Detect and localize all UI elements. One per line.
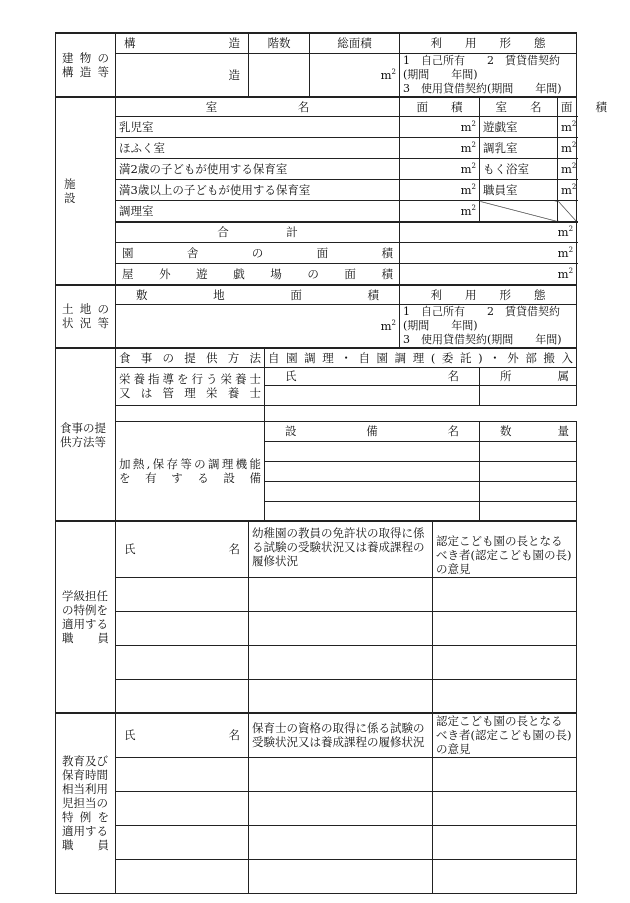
staff-qualification-field[interactable] [249, 791, 433, 825]
staff-qualification-field[interactable] [249, 859, 433, 893]
spacer-row [265, 405, 577, 421]
site-area-header: 敷 地 面 積 [116, 285, 400, 305]
meal-method-options[interactable]: 自園調理・自園調理(委託)・外部搬入 [265, 348, 577, 367]
teacher-name-field[interactable] [116, 645, 249, 679]
outdoor-play-area-label: 屋 外 遊 戯 場 の 面 積 [116, 264, 400, 285]
equipment-name-field[interactable] [265, 501, 480, 521]
school-building-area-label: 園 舎 の 面 積 [116, 243, 400, 264]
staff-opinion-field[interactable] [433, 825, 577, 859]
teacher-license-field[interactable] [249, 611, 433, 645]
staff-name-field[interactable] [116, 791, 249, 825]
application-form [55, 32, 607, 894]
nutritionist-affiliation-header: 所 属 [480, 367, 577, 385]
school-building-area-field[interactable]: $m^2$ [400, 243, 577, 264]
room-name-2: もく浴室 [480, 159, 558, 180]
equipment-name-field[interactable] [265, 441, 480, 461]
room-name: 満3歳以上の子どもが使用する保育室 [116, 180, 400, 201]
nutritionist-affiliation-field[interactable] [480, 385, 577, 405]
equipment-quantity-field[interactable] [480, 441, 577, 461]
room-name-2: 調乳室 [480, 138, 558, 159]
nutritionist-name-header: 氏 名 [265, 367, 480, 385]
teacher-opinion-field[interactable] [433, 611, 577, 645]
form-table [55, 32, 607, 894]
room-name: ほふく室 [116, 138, 400, 159]
staff-director-opinion-header: 認定こども園の長となるべき者(認定こども園の長)の意見 [433, 713, 577, 757]
teacher-name-field[interactable] [116, 577, 249, 611]
room-name-header-2: 室 名 [480, 97, 558, 117]
floors-field[interactable] [249, 53, 310, 97]
room-area-field[interactable]: $m^2$ [400, 180, 480, 201]
structure-field[interactable]: 造 [116, 53, 249, 97]
equipment-name-field[interactable] [265, 461, 480, 481]
teacher-license-header: 幼稚園の教員の免許状の取得に係る試験の受験状況又は養成課程の履修状況 [249, 521, 433, 577]
childcare-staff-section-label: 教育及び 保育時間 相当利用 児担当の 特例を 適用する 職 員 [56, 713, 116, 893]
diagonal-blank-cell [480, 201, 558, 222]
total-area-field[interactable]: $m^2$ [400, 222, 577, 243]
room-area-header-2: 面 積 [558, 97, 577, 117]
teacher-license-field[interactable] [249, 577, 433, 611]
staff-opinion-field[interactable] [433, 791, 577, 825]
cooking-equipment-label: 加熱,保存等の調理機能 を有する設備 [116, 421, 265, 521]
floors-header: 階数 [249, 33, 310, 53]
teacher-license-field[interactable] [249, 679, 433, 713]
equipment-quantity-field[interactable] [480, 481, 577, 501]
land-usage-options[interactable]: 1 自己所有 2 賃貸借契約(期間 年間) 3 使用貸借契約(期間 年間) [400, 305, 577, 349]
equipment-quantity-field[interactable] [480, 501, 577, 521]
room-name-2: 遊戯室 [480, 117, 558, 138]
staff-opinion-field[interactable] [433, 859, 577, 893]
teacher-opinion-field[interactable] [433, 577, 577, 611]
equipment-quantity-field[interactable] [480, 461, 577, 481]
staff-qualification-field[interactable] [249, 825, 433, 859]
nutritionist-label: 栄養指導を行う栄養士 又は管理栄養士 [116, 367, 265, 405]
teacher-opinion-field[interactable] [433, 645, 577, 679]
room-name: 調理室 [116, 201, 400, 222]
diagonal-blank-cell [116, 405, 265, 421]
teacher-name-field[interactable] [116, 679, 249, 713]
room-area-field-2[interactable]: $m^2$ [558, 138, 577, 159]
equipment-quantity-header: 数 量 [480, 421, 577, 441]
staff-qualification-header: 保育士の資格の取得に係る試験の受験状況又は養成課程の履修状況 [249, 713, 433, 757]
structure-header: 構 造 [116, 33, 249, 53]
teacher-name-header: 氏 名 [116, 521, 249, 577]
meal-method-label: 食事の提供方法 [116, 348, 265, 367]
building-section-label: 建物の 構造等 [56, 33, 116, 97]
diagonal-blank-cell [558, 201, 577, 222]
building-usage-options[interactable]: 1 自己所有 2 賃貸借契約(期間 年間) 3 使用貸借契約(期間 年間) [400, 53, 577, 97]
teacher-license-field[interactable] [249, 645, 433, 679]
total-label: 合 計 [116, 222, 400, 243]
teacher-name-field[interactable] [116, 611, 249, 645]
room-area-field[interactable]: $m^2$ [400, 159, 480, 180]
staff-opinion-field[interactable] [433, 757, 577, 791]
room-name: 乳児室 [116, 117, 400, 138]
staff-name-field[interactable] [116, 757, 249, 791]
land-usage-header: 利 用 形 態 [400, 285, 577, 305]
room-name-header: 室 名 [116, 97, 400, 117]
teacher-director-opinion-header: 認定こども園の長となるべき者(認定こども園の長)の意見 [433, 521, 577, 577]
room-area-field[interactable]: $m^2$ [400, 201, 480, 222]
building-usage-header: 利 用 形 態 [400, 33, 577, 53]
staff-name-field[interactable] [116, 825, 249, 859]
room-name-2: 職員室 [480, 180, 558, 201]
facilities-section-label: 施 設 [56, 97, 116, 285]
room-area-field-2[interactable]: $m^2$ [558, 117, 577, 138]
staff-name-field[interactable] [116, 859, 249, 893]
room-area-header: 面 積 [400, 97, 480, 117]
total-area-field[interactable]: $m^2$ [310, 53, 400, 97]
room-area-field-2[interactable]: $m^2$ [558, 180, 577, 201]
teacher-opinion-field[interactable] [433, 679, 577, 713]
land-section-label: 土地の 状況等 [56, 285, 116, 349]
room-area-field[interactable]: $m^2$ [400, 117, 480, 138]
room-area-field-2[interactable]: $m^2$ [558, 159, 577, 180]
total-area-header: 総面積 [310, 33, 400, 53]
room-name: 満2歳の子どもが使用する保育室 [116, 159, 400, 180]
room-area-field[interactable]: $m^2$ [400, 138, 480, 159]
outdoor-play-area-field[interactable]: $m^2$ [400, 264, 577, 285]
class-teacher-section-label: 学級担任 の特例を 適用する 職 員 [56, 521, 116, 713]
staff-name-header: 氏 名 [116, 713, 249, 757]
nutritionist-name-field[interactable] [265, 385, 480, 405]
staff-qualification-field[interactable] [249, 757, 433, 791]
meals-section-label: 食事の提 供方法等 [56, 348, 116, 521]
site-area-field[interactable]: $m^2$ [116, 305, 400, 349]
equipment-name-field[interactable] [265, 481, 480, 501]
equipment-name-header: 設 備 名 [265, 421, 480, 441]
